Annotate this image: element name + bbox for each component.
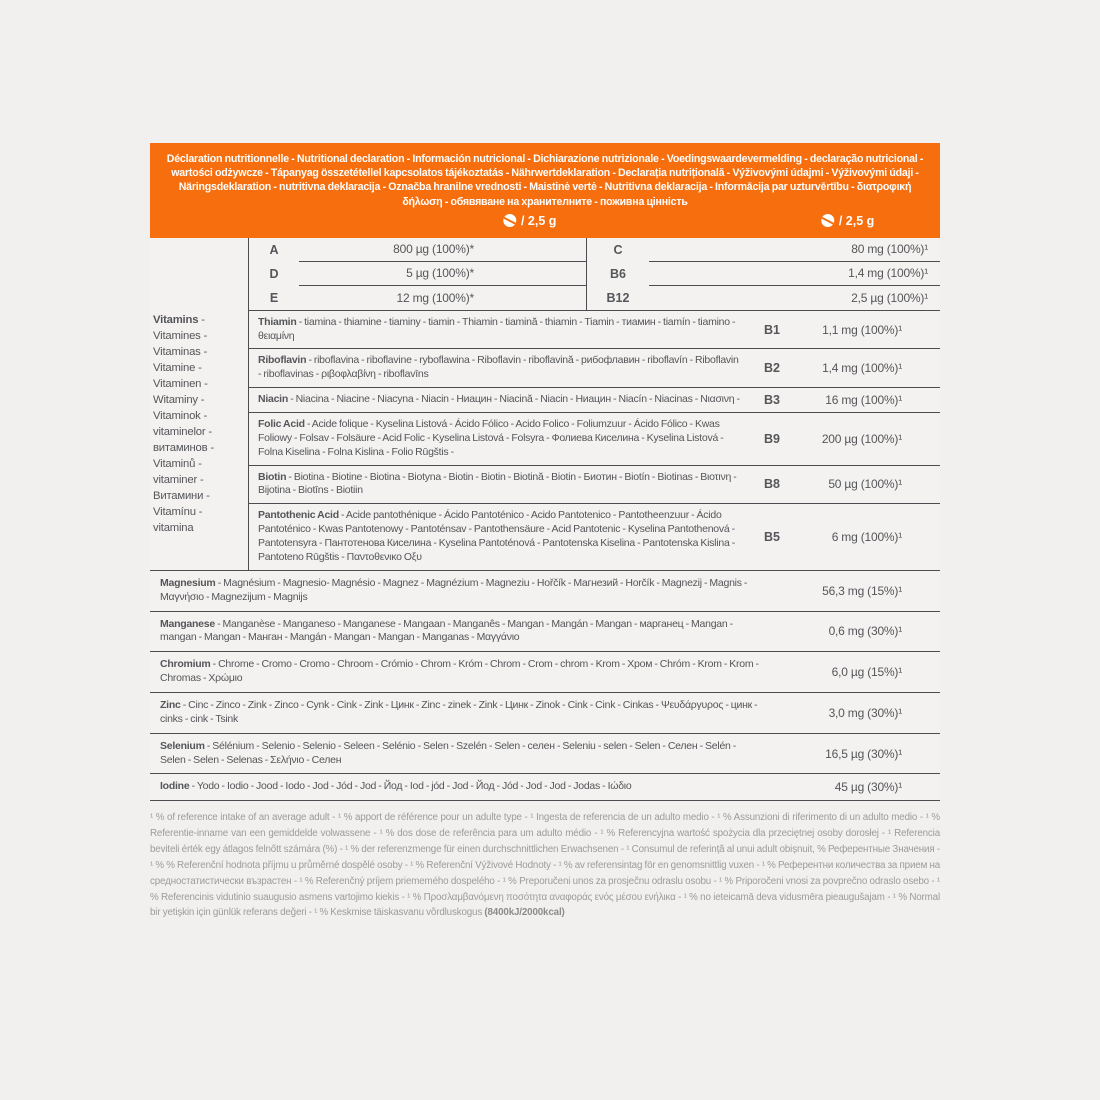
- mineral-value: 56,3 mg (15%)¹: [822, 583, 902, 598]
- ade-table: [249, 238, 940, 311]
- nutrition-table: [150, 238, 940, 801]
- vitamins-sidebar-label: [150, 238, 249, 570]
- table-row: [150, 612, 940, 653]
- vitamin-code: B6: [610, 266, 626, 281]
- vitamin-name: Biotin: [258, 470, 287, 483]
- vitamin-translations: - Niacina - Niacine - Niacyna - Niacin - Ниацин - Niacină - Niacin - Ниацин - Niacín - Niacinas - Νιασινη -: [290, 393, 740, 406]
- ade-right-half: [586, 238, 940, 310]
- vitamin-value: 5 µg (100%)*: [299, 262, 586, 286]
- vitamin-name: Thiamin: [258, 315, 297, 328]
- vitamin-translations: - Biotina - Biotine - Biotina - Biotyna - Biotin - Biotin - Biotină - Biotin - Биотин - Biotín - Biotinas - Βιοτινη - Bijotina - Biotīns - Biotiin: [258, 470, 737, 497]
- vitamin-description: [249, 388, 746, 412]
- table-row: [587, 238, 940, 262]
- tablet-icon: [821, 214, 834, 227]
- vitamin-code: B12: [606, 290, 630, 305]
- vitamin-translations: - Acide pantothénique - Ácido Pantoténico - Acido Pantotenico - Pantotheenzuur - Ácido Pantoténico - Kwas Pantotenowy - Pantoténsav - Pantothensäure - Acid Pantotenic - Kyselina Pantothenová - Pantotensyra - Пантотенова Киселина - Kyselina Pantoténová - Pantotenska Kiselina - Pantotenska Kislina - Pantoteno Rūgštis - Παντοθενικο Οξυ: [258, 509, 735, 563]
- mineral-name: Iodine: [160, 780, 190, 793]
- vitamin-description: [249, 413, 746, 465]
- vitamin-value: 16 mg (100%)¹: [825, 393, 902, 408]
- mineral-name: Zinc: [160, 698, 181, 711]
- vitamin-value: 200 µg (100%)¹: [821, 431, 902, 446]
- mineral-value: 0,6 mg (30%)¹: [828, 624, 902, 639]
- dose-label: / 2,5 g: [520, 213, 557, 228]
- vitamin-value: 800 µg (100%)*: [299, 238, 586, 262]
- table-row: [150, 693, 940, 734]
- vitamin-value: 1,4 mg (100%)¹: [822, 361, 902, 376]
- vitamin-description: [249, 466, 746, 504]
- vitamin-description: [249, 504, 746, 569]
- vitamin-code: B5: [764, 530, 780, 545]
- vitamin-code: C: [613, 242, 623, 257]
- mineral-description: [150, 693, 768, 733]
- vitamin-code: B2: [764, 361, 780, 376]
- mineral-name: Magnesium: [160, 576, 216, 589]
- vitamin-code: B1: [764, 322, 780, 337]
- vitamin-translations: - tiamina - thiamine - tiaminy - tiamin - Thiamin - tiamină - thiamin - Tiamin - тиамин - tiamín - tiamino - θειαμίνη: [258, 315, 736, 342]
- vitamin-code: D: [269, 266, 279, 281]
- vitamin-name: Niacin: [258, 393, 289, 406]
- footnote-energy-value: (8400kJ/2000kcal): [484, 907, 565, 919]
- table-row: [150, 571, 940, 612]
- vitamin-code: B8: [764, 477, 780, 492]
- mineral-value: 16,5 µg (30%)¹: [825, 746, 902, 761]
- mineral-description: [150, 652, 768, 692]
- mineral-translations: - Chrome - Cromo - Cromo - Chroom - Crómio - Chrom - Króm - Chrom - Crom - chrom - Krom - Хром - Chróm - Krom - Krom - Chromas - Χρώμιο: [160, 658, 759, 685]
- mineral-translations: - Yodo - Iodio - Jood - Iodo - Jod - Jód - Jod - Йод - Iod - jód - Jod - Йод - Jód - Jod - Jod - Jodas - Ιώδιο: [191, 780, 632, 793]
- mineral-description: [150, 612, 768, 652]
- mineral-value: 6,0 µg (15%)¹: [831, 665, 902, 680]
- ade-left-half: [249, 238, 586, 310]
- vitamin-description: [249, 311, 746, 349]
- vitamin-code: A: [269, 242, 279, 257]
- vitamin-value: 12 mg (100%)*: [396, 290, 474, 305]
- vitamin-translations: - Acide folique - Kyselina Listová - Ácido Fólico - Acido Folico - Foliumzuur - Ácido Fólico - Kwas Foliowy - Folsav - Folsäure - Acid Folic - Kyselina Listová - Folsyra - Фолиева Киселина - Kyselina Listová - Folna Kiselina - Folna Kislina - Folio Rūgštis -: [258, 418, 724, 458]
- vitamin-name: Folic Acid: [258, 418, 305, 431]
- table-row: [249, 466, 940, 505]
- vitamin-code: B3: [764, 393, 780, 408]
- mineral-name: Manganese: [160, 617, 215, 630]
- mineral-translations: - Cinc - Zinco - Zink - Zinco - Cynk - Cink - Zink - Цинк - Zinc - zinek - Zink - Цинк - Zinok - Cink - Cink - Cinkas - Ψευδάργυρος - цинк - cinks - cink - Tsink: [160, 698, 758, 725]
- mineral-description: [150, 571, 768, 611]
- vitamin-value: 1,1 mg (100%)¹: [822, 322, 902, 337]
- mineral-translations: - Sélénium - Selenio - Selenio - Seleen - Selénio - Selen - Szelén - Selen - селен - Seleniu - selen - Selen - Селен - Selén - Selen - Selen - Selenas - Σελήνιο - Селен: [160, 739, 737, 766]
- tablet-icon: [503, 214, 516, 227]
- table-row: [249, 262, 586, 286]
- table-row: [587, 286, 940, 310]
- vitamins-sidebar-first-term: Vitamins: [153, 313, 199, 326]
- vitamin-code: E: [269, 290, 279, 305]
- vitamin-name: Riboflavin: [258, 354, 307, 367]
- mineral-name: Selenium: [160, 739, 205, 752]
- vitamin-value: 1,4 mg (100%)¹: [649, 262, 940, 286]
- vitamins-main: [249, 238, 940, 570]
- nutrition-label: [150, 143, 940, 921]
- table-row: [249, 286, 586, 310]
- dose-badge-right: [821, 214, 874, 228]
- vitamin-value: 50 µg (100%)¹: [828, 477, 902, 492]
- vitamins-sidebar-translations: - Vitamines - Vitaminas - Vitamine - Vitaminen - Witaminy - Vitaminok - vitaminelor - витаминов - Vitaminů - vitaminer - Витамини - Vitamínu - vitamina: [153, 313, 214, 535]
- mineral-value: 45 µg (30%)¹: [834, 780, 902, 795]
- table-row: [587, 262, 940, 286]
- reference-intake-footnote: [150, 810, 940, 921]
- table-row: [249, 349, 940, 388]
- table-row: [150, 734, 940, 775]
- dose-row: [162, 212, 928, 233]
- mineral-value: 3,0 mg (30%)¹: [828, 705, 902, 720]
- table-row: [249, 504, 940, 569]
- vitamin-value: 6 mg (100%)¹: [831, 530, 902, 545]
- vitamin-name: Pantothenic Acid: [258, 509, 339, 522]
- table-row: [249, 388, 940, 413]
- mineral-name: Chromium: [160, 658, 211, 671]
- table-row: [249, 413, 940, 466]
- vitamin-description: [249, 349, 746, 387]
- vitamin-code: B9: [764, 431, 780, 446]
- mineral-description: [150, 734, 768, 774]
- mineral-description: [150, 774, 768, 800]
- mineral-translations: - Magnésium - Magnesio- Magnésio - Magnez - Magnézium - Magneziu - Hořčík - Магнезий - Horčík - Magnezij - Magnis - Μαγνήσιο - Magnezijum - Magnijs: [160, 576, 748, 603]
- mineral-translations: - Manganèse - Manganeso - Manganese - Mangaan - Manganês - Mangan - Mangán - Mangan - марганец - Mangan - mangan - Mangan - Манган - Mangán - Mangan - Mangan - Manganas - Μαγγάνιο: [160, 617, 733, 644]
- table-row: [249, 311, 940, 350]
- dose-label: / 2,5 g: [838, 213, 875, 228]
- table-row: [150, 774, 940, 801]
- declaration-header: [150, 143, 940, 238]
- table-row: [150, 652, 940, 693]
- table-row: [249, 238, 586, 262]
- minerals-section: [150, 571, 940, 801]
- footnote-text: ¹ % of reference intake of an average adult - ¹ % apport de référence pour un adulte type - ¹ Ingesta de referencia de un adulto medio - ¹ % Assunzioni di riferimento di un adulto medio - ¹ % Referentie-inname van een gemiddelde volwassene - ¹ % dos dose de referência para um adulto médio - ¹ % Referencyjna wartość spożycia dla przeciętnej osoby dorosłej - ¹ Referencia beviteli érték egy átlagos felnőtt számára (%) - ¹ % der referenzmenge für einen durchschnittlichen Erwachsenen - ¹ Consumul de referință al unui adult obișnuit, % Референтные Значения - ¹ % % Referenční hodnota příjmu u průměrné dospělé osoby - ¹ % Referenční Výživové Hodnoty - ¹ % av referensintag för en genomsnittlig vuxen - ¹ % Референтни количества за прием на средностатистически възрастен - ¹ % Referenčný príjem priememého dospelého - ¹ % Preporučeni unos za prosječnu odraslu osobu - ¹ % Priporočeni vnosi za povprečno odraslo osebo - ¹ % Referencinis vidutinio suaugusio asmens vartojimo kiekis - ¹ % Προσλαμβανόμενη ποσότητα αναφοράς ενός μέσου ενήλικα - ¹ % no ieteicamā deva vidusmēra pieaugušajam - ¹ % Normal bir yetişkin için günlük referans değeri - ¹ % Keskmise täiskasvanu võrdluskogus: [150, 812, 940, 919]
- vitamin-translations: - riboflavina - riboflavine - ryboflawina - Riboflavin - riboflavină - рибофлавин - riboflavín - Riboflavin - riboflavinas - ριβοφλαβίνη - riboflavīns: [258, 354, 739, 381]
- dose-badge-left: [503, 214, 556, 228]
- vitamins-section: [150, 238, 940, 571]
- vitamin-value: 80 mg (100%)¹: [649, 238, 940, 262]
- vitamin-value: 2,5 µg (100%)¹: [851, 290, 928, 305]
- declaration-text: Déclaration nutritionnelle - Nutritional declaration - Información nutricional - Dichiarazione nutrizionale - Voedingswaardevermelding - declaração nutricional - wartości odżywcze - Tápanyag összetétellel kapcsolatos tájékoztatás - Nährwertdeklaration - Declarația nutrițională - Výživovými údajmi - Výživovými údaji - Näringsdeklaration - nutritivna deklaracija - Označba hranilne vrednosti - Maistinė vertė - Nutritivna deklaracija - Informācija par uzturvērtību - διατροφική δήλωση - обявяване на хранителните - поживна цінність: [166, 153, 924, 208]
